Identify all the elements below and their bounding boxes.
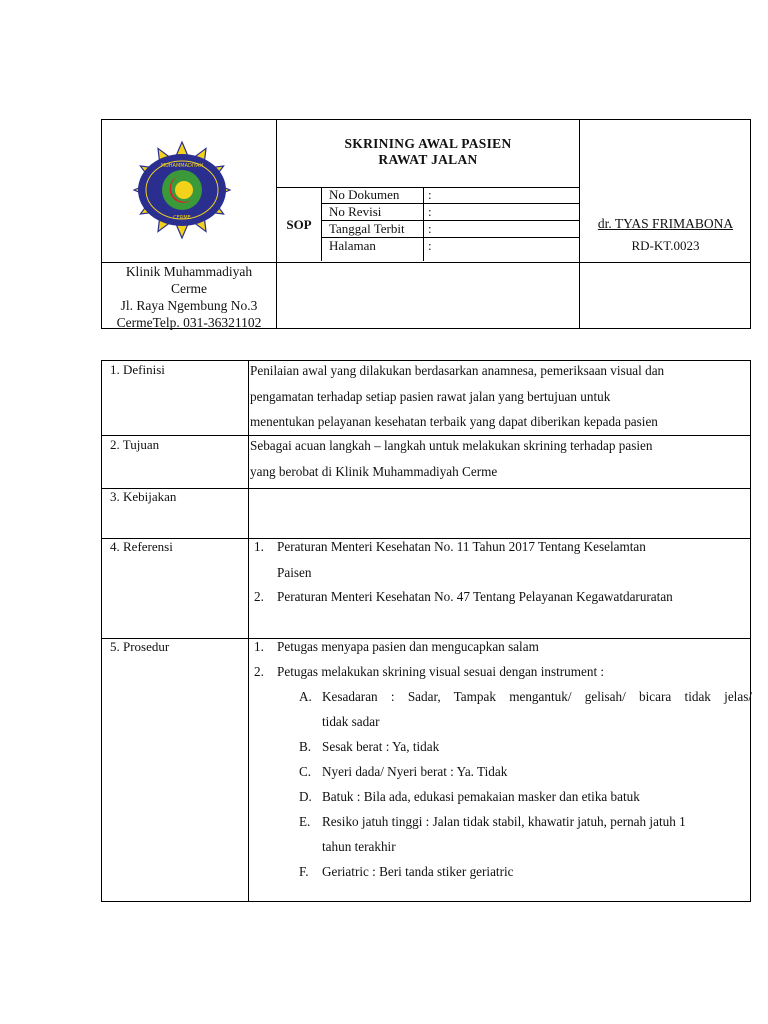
clinic-logo (118, 140, 246, 240)
clinic-line: CermeTelp. 031-36321102 (116, 315, 262, 330)
logo-text-bottom: CERME (173, 215, 191, 221)
prosedur-sub-text: tidak sadar (322, 714, 380, 729)
row-divider (102, 488, 750, 489)
sop-label: SOP (286, 216, 312, 232)
prosedur-sub-text: Batuk : Bila ada, edukasi pemakaian masker dan etika batuk (322, 789, 640, 804)
sop-divider (321, 187, 322, 261)
section-label-prosedur: 5. Prosedur (110, 639, 170, 654)
section-label-kebijakan: 3. Kebijakan (110, 489, 177, 504)
referensi-text: Peraturan Menteri Kesehatan No. 11 Tahun 2017 Tentang Keselamtan (277, 539, 646, 554)
prosedur-sub-text: Nyeri dada/ Nyeri berat : Ya. Tidak (322, 764, 508, 779)
section-label-referensi: 4. Referensi (110, 539, 173, 554)
prosedur-number: 1. (254, 639, 264, 654)
clinic-line: Cerme (171, 281, 207, 296)
text-line: pengamatan terhadap setiap pasien rawat jalan yang bertujuan untuk (250, 388, 611, 404)
section-label-definisi: 1. Definisi (110, 362, 165, 377)
prosedur-text: Petugas menyapa pasien dan mengucapkan salam (277, 639, 539, 654)
prosedur-sub-letter: C. (299, 764, 312, 779)
referensi-text: Peraturan Menteri Kesehatan No. 47 Tentang Pelayanan Kegawatdaruratan (277, 589, 673, 604)
prosedur-sub-letter: D. (299, 789, 312, 804)
meta-value: : (428, 187, 432, 202)
tujuan-text (250, 433, 744, 484)
prosedur-sub-text: Sesak berat : Ya, tidak (322, 739, 440, 754)
title-line: RAWAT JALAN (378, 152, 478, 167)
prosedur-sub-text: Geriatric : Beri tanda stiker geriatric (322, 864, 514, 879)
clinic-line: Jl. Raya Ngembung No.3 (120, 298, 258, 313)
text-line: menentukan pelayanan kesehatan terbaik yang dapat diberikan kepada pasien (250, 414, 658, 429)
meta-label: No Dokumen (329, 187, 400, 202)
meta-label: No Revisi (329, 204, 382, 219)
signatory-code: RD-KT.0023 (631, 238, 700, 253)
header-table (101, 119, 751, 329)
prosedur-sub-text: Resiko jatuh tinggi : Jalan tidak stabil, khawatir jatuh, pernah jatuh 1 (322, 814, 686, 829)
clinic-line: Klinik Muhammadiyah (125, 264, 253, 279)
prosedur-sub-text: tahun terakhir (322, 839, 396, 854)
content-divider (248, 361, 249, 901)
title-line: SKRINING AWAL PASIEN (344, 136, 512, 151)
meta-value: : (428, 204, 432, 219)
prosedur-sub-text: Kesadaran : Sadar, Tampak mengantuk/ gelisah/ bicara tidak jelas/ (322, 689, 752, 704)
text-line: Penilaian awal yang dilakukan berdasarkan anamnesa, pemeriksaan visual dan (250, 363, 665, 378)
signatory-name: dr. TYAS FRIMABONA (597, 216, 734, 231)
content-table (101, 360, 751, 902)
prosedur-sub-letter: B. (299, 739, 312, 754)
document-title (277, 136, 579, 168)
prosedur-number: 2. (254, 664, 264, 679)
referensi-text: Paisen (277, 565, 312, 580)
referensi-number: 2. (254, 589, 264, 604)
meta-value: : (428, 221, 432, 236)
prosedur-sub-letter: A. (299, 689, 312, 704)
referensi-number: 1. (254, 539, 264, 554)
definisi-text (250, 358, 744, 435)
prosedur-sub-letter: F. (299, 864, 309, 879)
text-line: Sebagai acuan langkah – langkah untuk melakukan skrining terhadap pasien (250, 438, 653, 453)
prosedur-sub-letter: E. (299, 814, 311, 829)
clinic-address (102, 263, 276, 331)
text-line: yang berobat di Klinik Muhammadiyah Cerme (250, 463, 498, 479)
meta-label: Tanggal Terbit (329, 221, 405, 236)
prosedur-text: Petugas melakukan skrining visual sesuai dengan instrument : (277, 664, 605, 679)
section-label-tujuan: 2. Tujuan (110, 437, 160, 452)
meta-label: Halaman (329, 238, 376, 253)
meta-value: : (428, 238, 432, 253)
sop-divider (423, 187, 424, 261)
logo-text-top: MUHAMMADIYAH (160, 163, 204, 169)
